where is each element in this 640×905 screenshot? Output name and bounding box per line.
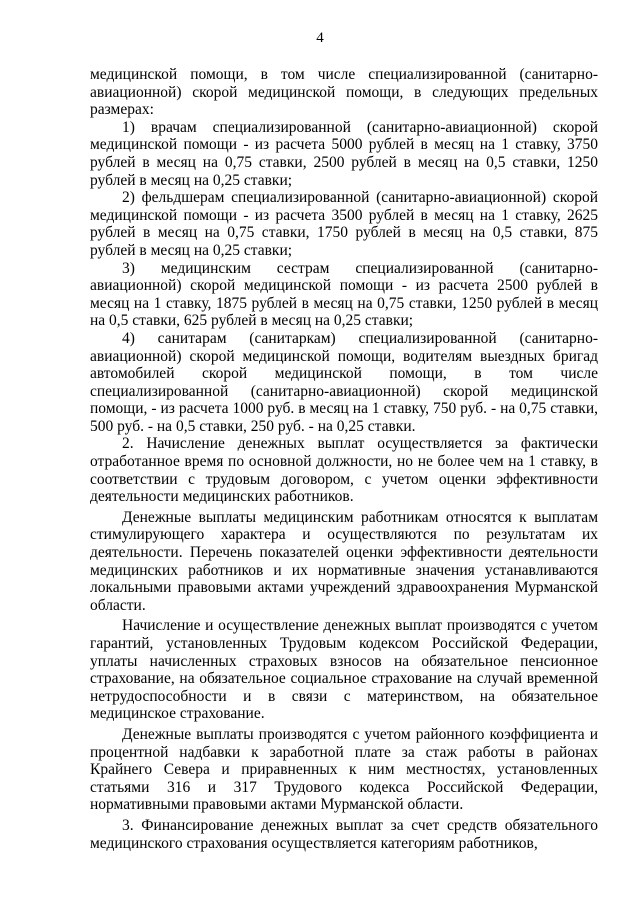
paragraph-incentive-payments: Денежные выплаты медицинским работникам относятся к выплатам стимулирующего характера и осуществляются по результатам их деятельности. Перечень показателей оценки эффективности деятельности медицинских работников и их нормативные значения устанавливаются локальными правовыми актами учреждений здравоохранения Мурманской области.: [90, 508, 598, 614]
paragraph-guarantees-insurance: Начисление и осуществление денежных выплат производятся с учетом гарантий, установленных Трудовым кодексом Российской Федерации, уплаты начисленных страховых взносов на обязательное пенсионное страхование, на обязательное социальное страхование на случай временной нетрудоспособности и в связи с материнством, на обязательное медицинское страхование.: [90, 617, 598, 723]
paragraph-item-4-orderlies-drivers: 4) санитарам (санитаркам) специализированной (санитарно-авиационной) скорой медицинской помощи, водителям выездных бригад автомобилей скорой медицинской помощи, в том числе специализированной (санитарно-авиационной) скорой медицинской помощи, - из расчета 1000 руб. в месяц на 1 ставку, 750 руб. - на 0,75 ставки, 500 руб. - на 0,5 ставки, 250 руб. - на 0,25 ставки.: [90, 329, 598, 435]
paragraph-section-3-financing: 3. Финансирование денежных выплат за счет средств обязательного медицинского страхования осуществляется категориям работников,: [90, 816, 598, 852]
document-body: [90, 66, 598, 852]
paragraph-intro-continuation: медицинской помощи, в том числе специализированной (санитарно-авиационной) скорой медицинской помощи, в следующих предельных размерах:: [90, 66, 598, 119]
page-number: 4: [316, 30, 324, 46]
paragraph-section-2-accrual: 2. Начисление денежных выплат осуществляется за фактически отработанное время по основной должности, но не более чем на 1 ставку, в соответствии с трудовым договором, с учетом оценки эффективности деятельности медицинских работников.: [90, 435, 598, 506]
paragraph-regional-coefficient: Денежные выплаты производятся с учетом районного коэффициента и процентной надбавки к заработной плате за стаж работы в районах Крайнего Севера и приравненных к ним местностях, установленных статьями 316 и 317 Трудового кодекса Российской Федерации, нормативными правовыми актами Мурманской области.: [90, 725, 598, 814]
paragraph-item-1-doctors: 1) врачам специализированной (санитарно-авиационной) скорой медицинской помощи - из расчета 5000 рублей в месяц на 1 ставку, 3750 рублей в месяц на 0,75 ставки, 2500 рублей в месяц на 0,5 ставки, 1250 рублей в месяц на 0,25 ставки;: [90, 118, 598, 189]
paragraph-item-3-nurses: 3) медицинским сестрам специализированной (санитарно-авиационной) скорой медицинской помощи - из расчета 2500 рублей в месяц на 1 ставку, 1875 рублей в месяц на 0,75 ставки, 1250 рублей в месяц на 0,5 ставки, 625 рублей в месяц на 0,25 ставки;: [90, 259, 598, 330]
paragraph-item-2-paramedics: 2) фельдшерам специализированной (санитарно-авиационной) скорой медицинской помощи - из расчета 3500 рублей в месяц на 1 ставку, 2625 рублей в месяц на 0,75 ставки, 1750 рублей в месяц на 0,5 ставки, 875 рублей в месяц на 0,25 ставки;: [90, 189, 598, 259]
